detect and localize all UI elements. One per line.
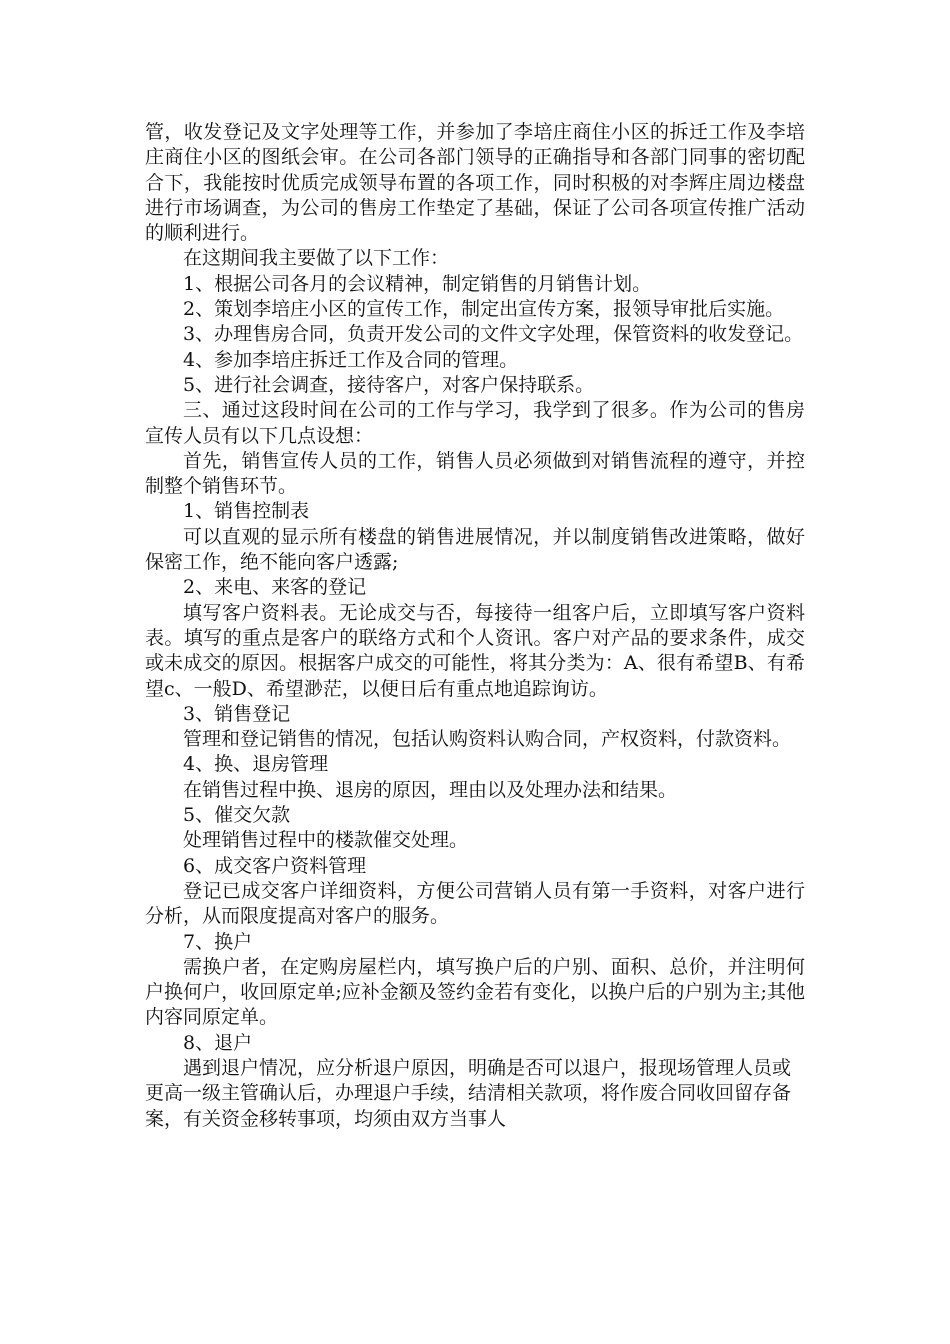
paragraph: 首先，销售宣传人员的工作，销售人员必须做到对销售流程的遵守，并控制整个销售环节。 bbox=[145, 449, 805, 498]
paragraph: 可以直观的显示所有楼盘的销售进展情况，并以制度销售改进策略，做好保密工作，绝不能向客户透露; bbox=[145, 525, 805, 574]
list-item: 5、进行社会调查，接待客户，对客户保持联系。 bbox=[183, 373, 595, 396]
subheading: 1、销售控制表 bbox=[183, 500, 310, 523]
paragraph: 管，收发登记及文字处理等工作，并参加了李培庄商住小区的拆迁工作及李培庄商住小区的图纸会审。在公司各部门领导的正确指导和各部门同事的密切配合下，我能按时优质完成领导布置的各项工作，同时积极的对李辉庄周边楼盘进行市场调查，为公司的售房工作垫定了基础，保证了公司各项宣传推广活动的顺利进行。 bbox=[145, 121, 805, 245]
paragraph: 处理销售过程中的楼款催交处理。 bbox=[183, 829, 469, 852]
subheading: 2、来电、来客的登记 bbox=[183, 576, 367, 599]
document-body bbox=[145, 120, 805, 1132]
subheading: 7、换户 bbox=[183, 930, 253, 953]
subheading: 3、销售登记 bbox=[183, 702, 291, 725]
subheading: 5、催交欠款 bbox=[183, 804, 291, 827]
list-item: 2、策划李培庄小区的宣传工作，制定出宣传方案，报领导审批后实施。 bbox=[183, 298, 785, 321]
paragraph: 管理和登记销售的情况，包括认购资料认购合同，产权资料，付款资料。 bbox=[183, 728, 792, 751]
list-item: 4、参加李培庄拆迁工作及合同的管理。 bbox=[183, 348, 519, 371]
paragraph: 填写客户资料表。无论成交与否，每接待一组客户后，立即填写客户资料表。填写的重点是客户的联络方式和个人资讯。客户对产品的要求条件，成交或未成交的原因。根据客户成交的可能性，将其分类为：A、很有希望B、有希望c、一般D、希望渺茫，以便日后有重点地追踪询访。 bbox=[145, 601, 805, 700]
paragraph: 在销售过程中换、退房的原因，理由以及处理办法和结果。 bbox=[183, 778, 678, 801]
subheading: 6、成交客户资料管理 bbox=[183, 854, 367, 877]
list-item: 3、办理售房合同，负责开发公司的文件文字处理，保管资料的收发登记。 bbox=[183, 323, 804, 346]
paragraph: 遇到退户情况，应分析退户原因，明确是否可以退户，报现场管理人员或更高一级主管确认后，办理退户手续，结清相关款项，将作废合同收回留存备案，有关资金移转事项，均须由双方当事人 bbox=[145, 1056, 792, 1130]
paragraph: 在这期间我主要做了以下工作： bbox=[183, 247, 450, 270]
paragraph: 登记已成交客户详细资料，方便公司营销人员有第一手资料，对客户进行分析，从而限度提高对客户的服务。 bbox=[145, 879, 805, 928]
subheading: 8、退户 bbox=[183, 1031, 253, 1054]
section-paragraph: 三、通过这段时间在公司的工作与学习，我学到了很多。作为公司的售房宣传人员有以下几点设想： bbox=[145, 399, 805, 447]
list-item: 1、根据公司各月的会议精神，制定销售的月销售计划。 bbox=[183, 272, 652, 295]
paragraph: 需换户者，在定购房屋栏内，填写换户后的户别、面积、总价，并注明何户换何户，收回原定单;应补金额及签约金若有变化，以换户后的户别为主;其他内容同原定单。 bbox=[145, 955, 805, 1029]
subheading: 4、换、退房管理 bbox=[183, 753, 329, 776]
